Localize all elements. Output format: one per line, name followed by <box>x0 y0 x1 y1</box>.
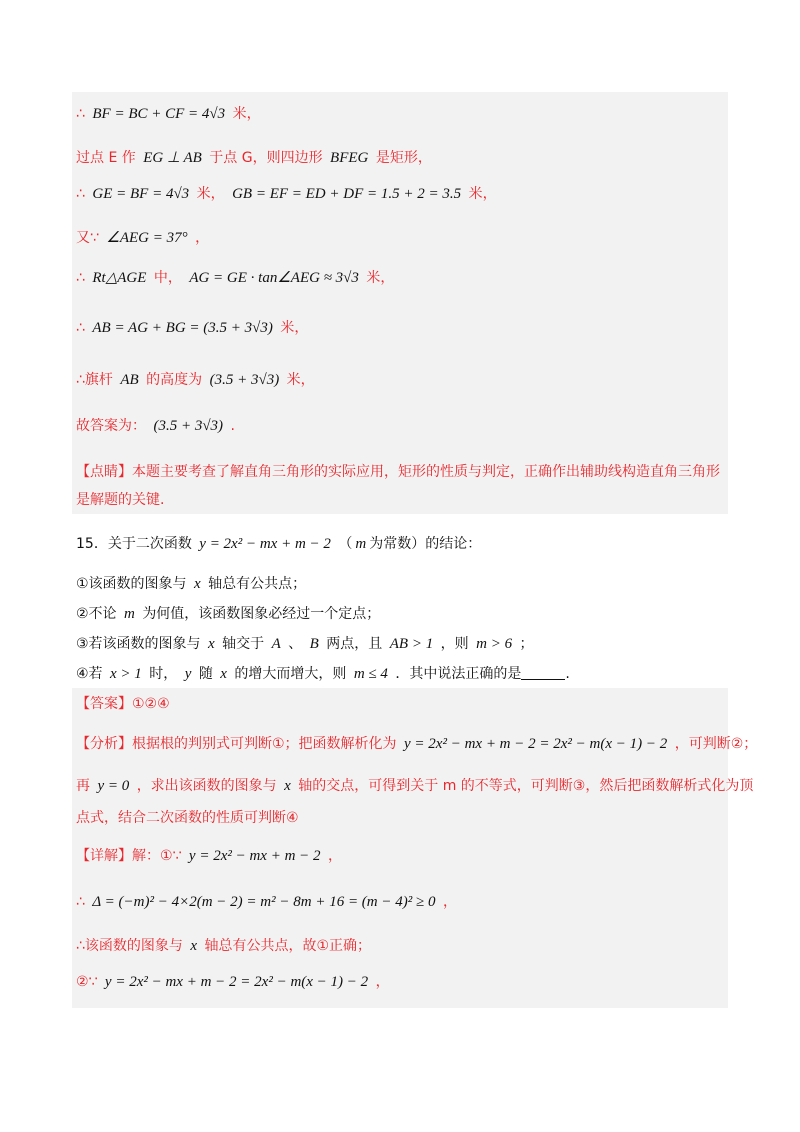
text: 轴总有公共点； <box>208 576 307 592</box>
text: 米， <box>196 186 225 202</box>
comment-text: 是解题的关键. <box>76 492 165 508</box>
answer-blank <box>521 665 565 680</box>
math-expression: x <box>190 938 198 954</box>
text: ．其中说法正确的是 <box>395 666 522 682</box>
option-2 <box>76 604 380 624</box>
math-expression: AB > 1 <box>389 636 434 652</box>
math-expression: m <box>124 606 135 622</box>
text: 【分析】根据根的判别式可判断①；把函数解析化为 <box>76 736 397 752</box>
math-expression: BF = BC + CF = 4√3 <box>92 106 226 122</box>
text: ②不论 <box>76 606 117 622</box>
text: 故答案为： <box>76 418 146 434</box>
text: （ <box>338 536 353 552</box>
math-expression: GE = BF = 4√3 <box>92 186 190 202</box>
answer-text: 【答案】①②④ <box>76 696 170 712</box>
option-3 <box>76 634 534 654</box>
detail-line-4 <box>76 972 390 992</box>
text: ③若该函数的图象与 <box>76 636 201 652</box>
text: ， <box>328 848 342 864</box>
math-expression: m ≤ 4 <box>353 666 388 682</box>
text: ∴该函数的图象与 <box>76 938 183 954</box>
text: ②∵ <box>76 974 98 990</box>
detail-line-2 <box>76 892 457 912</box>
text: . <box>565 666 570 682</box>
text: 又∵ <box>76 230 99 246</box>
line-comment-2 <box>76 490 164 510</box>
text: 【详解】解：①∵ <box>76 848 182 864</box>
analysis-line-1 <box>76 734 757 754</box>
text: ，可判断②； <box>674 736 758 752</box>
text: 米， <box>280 320 309 336</box>
text: 时， <box>149 666 178 682</box>
line-bf <box>76 104 261 124</box>
text: 过点 E 作 <box>76 150 136 166</box>
math-expression: y = 2x² − mx + m − 2 = 2x² − m(x − 1) − 2 <box>104 974 369 990</box>
math-expression: Rt△AGE <box>92 270 147 286</box>
line-eg-perp <box>76 148 432 168</box>
text: 为常数）的结论： <box>369 536 482 552</box>
line-ag <box>76 268 394 288</box>
text: . <box>230 418 235 434</box>
text: 于点 G，则四边形 <box>209 150 323 166</box>
text: ，则 <box>440 636 469 652</box>
text: 两点，且 <box>326 636 383 652</box>
text: ； <box>519 636 534 652</box>
math-expression: (3.5 + 3√3) <box>209 372 280 388</box>
detail-line-1 <box>76 846 342 866</box>
line-flagpole <box>76 370 315 390</box>
math-expression: x <box>284 778 291 794</box>
text: 米， <box>366 270 395 286</box>
analysis-line-2 <box>76 776 753 796</box>
math-expression: x > 1 <box>110 666 142 682</box>
math-expression: AB = AG + BG = (3.5 + 3√3) <box>92 320 273 336</box>
text: ∴旗杆 <box>76 372 113 388</box>
text: ①该函数的图象与 <box>76 576 187 592</box>
math-expression: x <box>194 576 201 592</box>
text: 是矩形， <box>375 150 432 166</box>
math-expression: y = 2x² − mx + m − 2 = 2x² − m(x − 1) − 2 <box>404 736 668 752</box>
math-expression: x <box>208 636 215 652</box>
text: 轴总有公共点，故①正确； <box>204 938 372 954</box>
text: 点式，结合二次函数的性质可判断④ <box>76 810 299 826</box>
therefore-sign: ∴ <box>76 270 85 286</box>
line-ab <box>76 318 308 338</box>
math-expression: BFEG <box>330 150 369 166</box>
line-answer-value <box>76 416 235 436</box>
therefore-sign: ∴ <box>76 186 85 202</box>
text: 中， <box>153 270 182 286</box>
answer-line <box>76 694 170 714</box>
therefore-sign: ∴ <box>76 106 85 122</box>
math-expression: AB <box>120 372 139 388</box>
question-15 <box>76 534 481 554</box>
text: ， <box>442 894 457 910</box>
math-expression: m > 6 <box>476 636 513 652</box>
line-ge-gb <box>76 184 497 204</box>
text: 、 <box>288 636 303 652</box>
option-4 <box>76 664 570 684</box>
math-expression: y = 2x² − mx + m − 2 <box>188 848 321 864</box>
math-expression: y = 0 <box>97 778 130 794</box>
text: 米， <box>468 186 497 202</box>
therefore-sign: ∴ <box>76 320 85 336</box>
question-text: 15．关于二次函数 <box>76 536 192 552</box>
math-expression: Δ = (−m)² − 4×2(m − 2) = m² − 8m + 16 = (m − 4)² ≥ 0 <box>92 894 436 910</box>
math-expression: GB = EF = ED + DF = 1.5 + 2 = 3.5 <box>232 186 462 202</box>
math-expression: ∠AEG = 37° <box>106 230 188 246</box>
text: ④若 <box>76 666 103 682</box>
text: 再 <box>76 778 90 794</box>
math-expression: m <box>355 536 367 552</box>
math-expression: y = 2x² − mx + m − 2 <box>199 536 331 552</box>
option-1 <box>76 574 306 594</box>
line-comment-1 <box>76 462 720 482</box>
therefore-sign: ∴ <box>76 894 85 910</box>
math-expression: x <box>220 666 227 682</box>
text: ， <box>195 230 210 246</box>
math-expression: A <box>271 636 281 652</box>
line-angle <box>76 228 209 248</box>
math-expression: EG ⊥ AB <box>143 150 202 166</box>
text: 米， <box>232 106 261 122</box>
detail-line-3 <box>76 936 371 956</box>
text: 米， <box>286 372 315 388</box>
math-expression: B <box>309 636 319 652</box>
text: 随 <box>198 666 213 682</box>
text: 轴交于 <box>222 636 265 652</box>
text: ，求出该函数的图象与 <box>136 778 277 794</box>
text: 的高度为 <box>146 372 203 388</box>
comment-text: 【点睛】本题主要考查了解直角三角形的实际应用，矩形的性质与判定，正确作出辅助线构造直角三角形 <box>76 464 720 480</box>
text: 的增大而增大，则 <box>234 666 347 682</box>
text: ， <box>375 974 390 990</box>
text: 轴的交点，可得到关于 m 的不等式，可判断③，然后把函数解析式化为顶 <box>298 778 754 794</box>
analysis-line-3 <box>76 808 299 828</box>
math-expression: AG = GE · tan∠AEG ≈ 3√3 <box>189 270 359 286</box>
math-expression: y <box>184 666 192 682</box>
text: 为何值，该函数图象必经过一个定点； <box>142 606 381 622</box>
math-expression: (3.5 + 3√3) <box>153 418 224 434</box>
